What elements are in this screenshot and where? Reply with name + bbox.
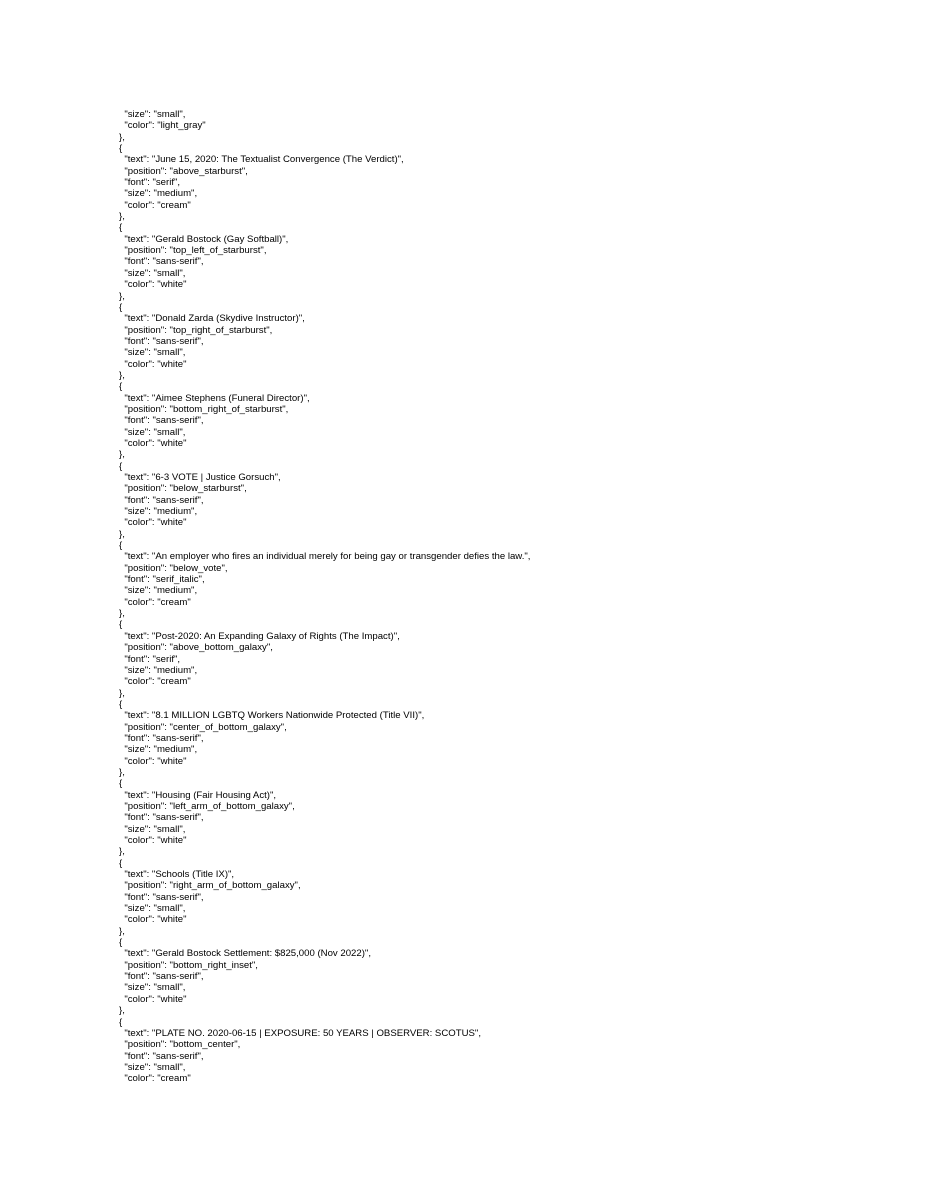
text-line: { <box>119 143 123 155</box>
text-line: "font": "serif", <box>119 653 181 665</box>
text-line: "size": "small", <box>119 1061 186 1073</box>
text-line: "font": "sans-serif", <box>119 891 204 903</box>
text-line: }, <box>119 449 125 461</box>
text-line: }, <box>119 1005 125 1017</box>
text-line: "size": "medium", <box>119 506 198 518</box>
text-line: "color": "white" <box>119 835 187 846</box>
text-line: }, <box>119 528 125 540</box>
text-line: "color": "white" <box>119 437 187 449</box>
text-line: "text": "8.1 MILLION LGBTQ Workers Nationwide Protected (Title VII)", <box>119 710 425 722</box>
text-line: }, <box>119 846 125 858</box>
text-line: }, <box>119 369 125 381</box>
text-line: "size": "medium", <box>119 188 198 200</box>
text-line: { <box>119 698 123 710</box>
text-line: "color": "light_gray" <box>119 120 206 132</box>
text-line: "color": "white" <box>119 993 187 1005</box>
text-line: "position": "right_arm_of_bottom_galaxy", <box>119 880 301 892</box>
text-line: "size": "small", <box>119 823 186 835</box>
text-line: "position": "center_of_bottom_galaxy", <box>119 721 287 733</box>
text-line: "color": "white" <box>119 279 187 291</box>
text-line: { <box>119 460 123 472</box>
json-text-block <box>119 109 909 1085</box>
text-line: }, <box>119 766 125 778</box>
text-line: { <box>119 381 123 393</box>
text-line: "position": "bottom_right_of_starburst", <box>119 403 289 415</box>
text-line: }, <box>119 211 125 223</box>
text-line: "position": "above_starburst", <box>119 165 248 177</box>
text-line: "font": "sans-serif", <box>119 415 204 427</box>
text-line: "size": "medium", <box>119 585 198 597</box>
text-line: }, <box>119 925 125 937</box>
text-line: "font": "sans-serif", <box>119 256 204 268</box>
text-line: }, <box>119 608 125 620</box>
text-line: "size": "small", <box>119 903 186 915</box>
text-line: "position": "below_starburst", <box>119 483 247 495</box>
text-line: "size": "small", <box>119 347 186 359</box>
text-line: "font": "serif", <box>119 177 181 189</box>
text-line: { <box>119 937 123 949</box>
text-line: "text": "Gerald Bostock Settlement: $825,000 (Nov 2022)", <box>119 948 371 960</box>
text-line: { <box>119 619 123 631</box>
text-line: "text": "Gerald Bostock (Gay Softball)", <box>119 233 289 245</box>
text-line: "color": "cream" <box>119 676 191 688</box>
text-line: "text": "Aimee Stephens (Funeral Director)", <box>119 392 310 404</box>
text-line: "color": "white" <box>119 517 187 529</box>
text-line: { <box>119 778 123 790</box>
text-line: "color": "cream" <box>119 596 191 608</box>
text-line: "position": "bottom_right_inset", <box>119 959 258 971</box>
text-line: { <box>119 540 123 552</box>
text-line: "position": "below_vote", <box>119 562 228 574</box>
text-line: "position": "left_arm_of_bottom_galaxy", <box>119 800 295 812</box>
text-line: "color": "cream" <box>119 1073 191 1085</box>
text-line: "position": "bottom_center", <box>119 1039 241 1051</box>
text-line: "font": "sans-serif", <box>119 971 204 983</box>
text-line: "position": "above_bottom_galaxy", <box>119 642 273 654</box>
text-line: { <box>119 301 123 313</box>
text-line: "color": "white" <box>119 358 187 370</box>
text-line: "text": "Housing (Fair Housing Act)", <box>119 789 277 801</box>
text-line: "color": "white" <box>119 755 187 767</box>
text-line: "text": "Donald Zarda (Skydive Instructor)", <box>119 313 305 325</box>
text-line: }, <box>119 131 125 143</box>
text-line: "size": "small", <box>119 426 186 438</box>
text-line: "font": "sans-serif", <box>119 732 204 744</box>
text-line: "font": "sans-serif", <box>119 1050 204 1062</box>
text-line: }, <box>119 687 125 699</box>
text-line: "font": "sans-serif", <box>119 812 204 824</box>
text-line: "position": "top_right_of_starburst", <box>119 324 273 336</box>
text-line: "text": "Post-2020: An Expanding Galaxy of Rights (The Impact)", <box>119 630 400 642</box>
text-line: "color": "cream" <box>119 199 191 211</box>
text-line: "size": "medium", <box>119 744 198 756</box>
text-line: { <box>119 222 123 234</box>
text-line: "font": "sans-serif", <box>119 335 204 347</box>
text-line: "font": "serif_italic", <box>119 574 205 586</box>
text-line: "text": "6-3 VOTE | Justice Gorsuch", <box>119 472 281 483</box>
text-line: "text": "PLATE NO. 2020-06-15 | EXPOSURE: 50 YEARS | OBSERVER: SCOTUS", <box>119 1027 481 1039</box>
text-line: "size": "small", <box>119 109 186 120</box>
text-line: "position": "top_left_of_starburst", <box>119 245 267 257</box>
text-line: "font": "sans-serif", <box>119 494 204 506</box>
text-line: "size": "medium", <box>119 664 198 676</box>
text-line: "text": "Schools (Title IX)", <box>119 869 235 881</box>
text-line: { <box>119 857 123 869</box>
text-line: "size": "small", <box>119 267 186 279</box>
text-line: { <box>119 1016 123 1028</box>
text-line: }, <box>119 290 125 302</box>
text-line: "text": "June 15, 2020: The Textualist Convergence (The Verdict)", <box>119 154 404 166</box>
text-line: "text": "An employer who fires an individual merely for being gay or transgender defies the law.", <box>119 551 531 563</box>
text-line: "size": "small", <box>119 982 186 994</box>
text-line: "color": "white" <box>119 914 187 926</box>
